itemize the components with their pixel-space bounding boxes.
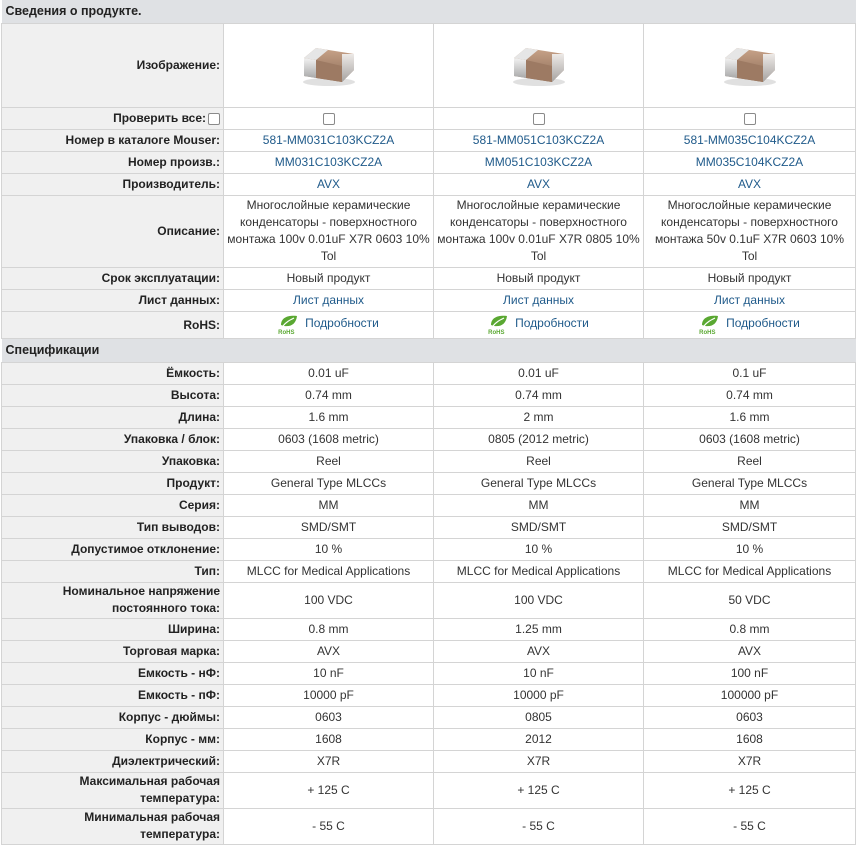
- spec-label: Минимальная рабочая температура:: [2, 808, 224, 844]
- spec-label: Допустимое отклонение:: [2, 538, 224, 560]
- spec-value: MLCC for Medical Applications: [644, 560, 856, 582]
- product-image-cell: [434, 23, 644, 107]
- spec-value: 0603 (1608 metric): [644, 428, 856, 450]
- row-label: Описание:: [2, 195, 224, 267]
- mfr-part-link[interactable]: MM051C103KCZ2A: [434, 151, 644, 173]
- spec-row: [2, 362, 856, 384]
- product-image-cell: [224, 23, 434, 107]
- manufacturer-link[interactable]: AVX: [434, 173, 644, 195]
- spec-value: 10 %: [434, 538, 644, 560]
- section-title: Сведения о продукте.: [2, 0, 856, 23]
- row-label: RoHS:: [2, 311, 224, 338]
- spec-value: X7R: [224, 750, 434, 772]
- spec-row: [2, 728, 856, 750]
- check-all-checkbox[interactable]: [208, 113, 220, 125]
- spec-label: Емкость - нФ:: [2, 662, 224, 684]
- spec-label: Тип:: [2, 560, 224, 582]
- spec-row: [2, 750, 856, 772]
- spec-row: [2, 494, 856, 516]
- rohs-badge-text: RoHS: [488, 330, 505, 336]
- lifecycle-value: Новый продукт: [224, 267, 434, 289]
- spec-row: [2, 560, 856, 582]
- spec-label: Упаковка / блок:: [2, 428, 224, 450]
- spec-value: 0.1 uF: [644, 362, 856, 384]
- product-image-cell: [644, 23, 856, 107]
- spec-label: Корпус - дюймы:: [2, 706, 224, 728]
- rohs-leaf-icon: [488, 313, 510, 336]
- spec-value: MM: [644, 494, 856, 516]
- spec-value: Reel: [224, 450, 434, 472]
- rohs-leaf-icon: [278, 313, 300, 336]
- spec-value: 100 VDC: [224, 582, 434, 618]
- spec-value: 0.8 mm: [224, 618, 434, 640]
- checkbox-icon[interactable]: [744, 113, 756, 125]
- row-lifecycle: [2, 267, 856, 289]
- spec-value: 1.6 mm: [644, 406, 856, 428]
- spec-label: Высота:: [2, 384, 224, 406]
- spec-value: 0805: [434, 706, 644, 728]
- section-title: Спецификации: [2, 338, 856, 362]
- section-header-specs: [2, 338, 856, 362]
- spec-row: [2, 472, 856, 494]
- spec-label: Номинальное напряжение постоянного тока:: [2, 582, 224, 618]
- rohs-cell: [644, 311, 856, 338]
- spec-row: [2, 384, 856, 406]
- spec-value: - 55 C: [644, 808, 856, 844]
- check-all-label: Проверить все:: [113, 111, 206, 125]
- spec-value: 50 VDC: [644, 582, 856, 618]
- spec-label: Корпус - мм:: [2, 728, 224, 750]
- spec-value: SMD/SMT: [644, 516, 856, 538]
- row-check-all: [2, 107, 856, 129]
- spec-value: 2 mm: [434, 406, 644, 428]
- spec-value: 0805 (2012 metric): [434, 428, 644, 450]
- spec-value: 10 nF: [434, 662, 644, 684]
- spec-row: [2, 772, 856, 808]
- spec-value: 0.01 uF: [224, 362, 434, 384]
- row-label: Номер произв.:: [2, 151, 224, 173]
- mlcc-chip-icon[interactable]: [719, 40, 781, 91]
- spec-value: 1.25 mm: [434, 618, 644, 640]
- manufacturer-link[interactable]: AVX: [644, 173, 856, 195]
- row-mfr-part: [2, 151, 856, 173]
- spec-label: Тип выводов:: [2, 516, 224, 538]
- spec-value: + 125 C: [224, 772, 434, 808]
- spec-label: Ширина:: [2, 618, 224, 640]
- datasheet-link[interactable]: Лист данных: [434, 289, 644, 311]
- rohs-details-link[interactable]: Подробности: [726, 316, 800, 330]
- mfr-part-link[interactable]: MM031C103KCZ2A: [224, 151, 434, 173]
- spec-value: 1608: [224, 728, 434, 750]
- spec-value: + 125 C: [434, 772, 644, 808]
- checkbox-icon[interactable]: [533, 113, 545, 125]
- spec-value: MM: [224, 494, 434, 516]
- spec-value: 10 %: [224, 538, 434, 560]
- spec-row: [2, 662, 856, 684]
- rohs-details-link[interactable]: Подробности: [305, 316, 379, 330]
- spec-row: [2, 538, 856, 560]
- spec-value: 100 nF: [644, 662, 856, 684]
- row-label: Производитель:: [2, 173, 224, 195]
- lifecycle-value: Новый продукт: [434, 267, 644, 289]
- spec-row: [2, 684, 856, 706]
- spec-label: Серия:: [2, 494, 224, 516]
- spec-row: [2, 450, 856, 472]
- comparison-table: [1, 0, 856, 845]
- spec-label: Упаковка:: [2, 450, 224, 472]
- spec-value: + 125 C: [644, 772, 856, 808]
- spec-value: MLCC for Medical Applications: [434, 560, 644, 582]
- description-text: Многослойные керамические конденсаторы - поверхностного монтажа 50v 0.1uF X7R 0603 10% Tol: [644, 195, 856, 267]
- row-image: [2, 23, 856, 107]
- rohs-cell: [224, 311, 434, 338]
- spec-value: 0.8 mm: [644, 618, 856, 640]
- checkbox-icon[interactable]: [323, 113, 335, 125]
- row-label: Изображение:: [2, 23, 224, 107]
- spec-row: [2, 640, 856, 662]
- spec-value: X7R: [644, 750, 856, 772]
- rohs-badge-text: RoHS: [699, 330, 716, 336]
- spec-value: MM: [434, 494, 644, 516]
- row-description: [2, 195, 856, 267]
- spec-value: SMD/SMT: [224, 516, 434, 538]
- spec-value: AVX: [224, 640, 434, 662]
- row-label: [2, 107, 224, 129]
- spec-value: 0.74 mm: [644, 384, 856, 406]
- spec-row: [2, 428, 856, 450]
- catalog-link[interactable]: 581-MM051C103KCZ2A: [434, 129, 644, 151]
- spec-row: [2, 808, 856, 844]
- spec-label: Емкость - пФ:: [2, 684, 224, 706]
- spec-value: 100000 pF: [644, 684, 856, 706]
- spec-value: 10000 pF: [224, 684, 434, 706]
- spec-value: 10 nF: [224, 662, 434, 684]
- description-text: Многослойные керамические конденсаторы - поверхностного монтажа 100v 0.01uF X7R 0603 10% Tol: [224, 195, 434, 267]
- description-text: Многослойные керамические конденсаторы - поверхностного монтажа 100v 0.01uF X7R 0805 10% Tol: [434, 195, 644, 267]
- datasheet-link[interactable]: Лист данных: [644, 289, 856, 311]
- catalog-link[interactable]: 581-MM035C104KCZ2A: [644, 129, 856, 151]
- row-catalog: [2, 129, 856, 151]
- spec-value: 100 VDC: [434, 582, 644, 618]
- mlcc-chip-icon[interactable]: [298, 40, 360, 91]
- spec-value: X7R: [434, 750, 644, 772]
- spec-row: [2, 706, 856, 728]
- row-rohs: [2, 311, 856, 338]
- spec-value: 1608: [644, 728, 856, 750]
- mfr-part-link[interactable]: MM035C104KCZ2A: [644, 151, 856, 173]
- lifecycle-value: Новый продукт: [644, 267, 856, 289]
- spec-value: 0603 (1608 metric): [224, 428, 434, 450]
- rohs-badge-text: RoHS: [278, 330, 295, 336]
- spec-value: 1.6 mm: [224, 406, 434, 428]
- catalog-link[interactable]: 581-MM031C103KCZ2A: [224, 129, 434, 151]
- spec-value: 0603: [224, 706, 434, 728]
- spec-label: Ёмкость:: [2, 362, 224, 384]
- spec-value: 2012: [434, 728, 644, 750]
- spec-value: 10000 pF: [434, 684, 644, 706]
- section-header-product-info: [2, 0, 856, 23]
- row-label: Срок эксплуатации:: [2, 267, 224, 289]
- spec-row: [2, 618, 856, 640]
- compare-checkbox-cell: [224, 107, 434, 129]
- spec-value: Reel: [644, 450, 856, 472]
- spec-value: AVX: [644, 640, 856, 662]
- row-label: Лист данных:: [2, 289, 224, 311]
- spec-value: Reel: [434, 450, 644, 472]
- spec-value: AVX: [434, 640, 644, 662]
- spec-label: Максимальная рабочая температура:: [2, 772, 224, 808]
- spec-value: 0.74 mm: [434, 384, 644, 406]
- spec-row: [2, 406, 856, 428]
- row-label: Номер в каталоге Mouser:: [2, 129, 224, 151]
- spec-value: 10 %: [644, 538, 856, 560]
- spec-value: 0.01 uF: [434, 362, 644, 384]
- spec-value: General Type MLCCs: [224, 472, 434, 494]
- rohs-leaf-icon: [699, 313, 721, 336]
- spec-row: [2, 582, 856, 618]
- spec-value: General Type MLCCs: [434, 472, 644, 494]
- spec-label: Торговая марка:: [2, 640, 224, 662]
- spec-label: Диэлектрический:: [2, 750, 224, 772]
- manufacturer-link[interactable]: AVX: [224, 173, 434, 195]
- compare-checkbox-cell: [434, 107, 644, 129]
- spec-value: SMD/SMT: [434, 516, 644, 538]
- spec-row: [2, 516, 856, 538]
- spec-value: 0603: [644, 706, 856, 728]
- row-manufacturer: [2, 173, 856, 195]
- spec-value: - 55 C: [224, 808, 434, 844]
- rohs-cell: [434, 311, 644, 338]
- spec-label: Продукт:: [2, 472, 224, 494]
- mlcc-chip-icon[interactable]: [508, 40, 570, 91]
- spec-value: MLCC for Medical Applications: [224, 560, 434, 582]
- spec-value: General Type MLCCs: [644, 472, 856, 494]
- spec-value: - 55 C: [434, 808, 644, 844]
- spec-value: 0.74 mm: [224, 384, 434, 406]
- rohs-details-link[interactable]: Подробности: [515, 316, 589, 330]
- datasheet-link[interactable]: Лист данных: [224, 289, 434, 311]
- row-datasheet: [2, 289, 856, 311]
- compare-checkbox-cell: [644, 107, 856, 129]
- spec-label: Длина:: [2, 406, 224, 428]
